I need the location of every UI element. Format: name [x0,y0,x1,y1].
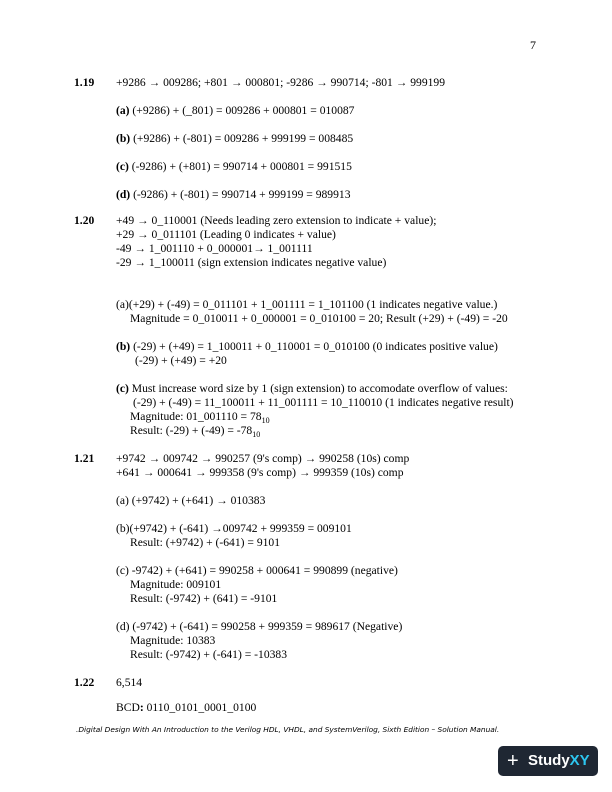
part-text: (+9286) + (_801) = 009286 + 000801 = 010087 [129,104,355,117]
magnitude-text: Magnitude: 01_001110 = 78 [130,410,262,423]
part-text: Must increase word size by 1 (sign extension) to accomodate overflow of values: [128,382,508,395]
problem-number-1-21: 1.21 [74,452,95,465]
problem-1-20-b-line-1 [116,340,498,354]
part-text: (+9286) + (-801) = 009286 + 999199 = 008485 [130,132,354,145]
result-text: Result: (-29) + (-49) = -78 [130,424,253,437]
problem-1-20-line-3: -49 → 1_001110 + 0_000001→ 1_001111 [116,242,313,255]
problem-1-20-c-line-3 [130,410,270,424]
problem-1-19-a [116,104,354,118]
problem-1-21-d-line-1: (d) (-9742) + (-641) = 990258 + 999359 = 989617 (Negative) [116,620,403,633]
problem-1-20-a-line-1: (a)(+29) + (-49) = 0_011101 + 1_001111 = 1_101100 (1 indicates negative value.) [116,298,498,311]
part-label: (d) [116,188,131,201]
problem-1-21-c-line-1: (c) -9742) + (+641) = 990258 + 000641 = 990899 (negative) [116,564,398,577]
problem-1-20-c-line-4 [130,424,260,438]
problem-1-21-c-line-2: Magnitude: 009101 [130,578,222,591]
problem-1-20-line-4: -29 → 1_100011 (sign extension indicates negative value) [116,256,387,269]
bcd-label: BCD [116,701,140,714]
problem-1-20-line-2: +29 → 0_011101 (Leading 0 indicates + value) [116,228,336,241]
logo-name-main: Study [528,752,570,769]
part-text: (-29) + (+49) = 1_100011 + 0_110001 = 0_010100 (0 indicates positive value) [130,340,498,353]
problem-number-1-22: 1.22 [74,676,95,689]
plus-icon: + [507,750,519,772]
problem-1-21-line-1: +9742 → 009742 → 990257 (9's comp) → 990258 (10s) comp [116,452,410,465]
problem-1-19-b [116,132,353,146]
problem-number-1-19: 1.19 [74,76,95,89]
problem-number-1-20: 1.20 [74,214,95,227]
problem-1-21-b-line-1: (b)(+9742) + (-641) →009742 + 999359 = 009101 [116,522,352,535]
logo-wordmark [528,746,590,776]
problem-1-22-bcd [116,701,256,715]
part-label: (c) [116,382,129,395]
problem-1-21-d-line-3: Result: (-9742) + (-641) = -10383 [130,648,288,661]
base-subscript: 10 [261,416,270,425]
part-text: (-9286) + (-801) = 990714 + 999199 = 989913 [130,188,351,201]
problem-1-20-c-line-1 [116,382,508,396]
page-number: 7 [530,38,536,52]
problem-1-20-c-line-2: (-29) + (-49) = 11_100011 + 11_001111 = 10_110010 (1 indicates negative result) [133,396,514,409]
bcd-colon: : [139,701,144,714]
bcd-value: 0110_0101_0001_0100 [143,701,257,714]
part-label: (b) [116,132,131,145]
problem-1-21-b-line-2: Result: (+9742) + (-641) = 9101 [130,536,281,549]
problem-1-20-a-line-2: Magnitude = 0_010011 + 0_000001 = 0_010100 = 20; Result (+29) + (-49) = -20 [130,312,508,325]
problem-1-19-statement: +9286 → 009286; +801 → 000801; -9286 → 990714; -801 → 999199 [116,76,446,89]
problem-1-19-c [116,160,352,174]
problem-1-22-line-1: 6,514 [116,676,143,689]
problem-1-21-d-line-2: Magnitude: 10383 [130,634,216,647]
problem-1-21-c-line-3: Result: (-9742) + (641) = -9101 [130,592,278,605]
problem-1-19-d [116,188,351,202]
logo-name-accent: XY [569,752,590,769]
base-subscript: 10 [252,430,261,439]
footer-citation: .Digital Design With An Introduction to the Verilog HDL, VHDL, and SystemVerilog, Sixth Edition – Solution Manual. [76,725,500,734]
problem-1-20-b-line-2: (-29) + (+49) = +20 [135,354,227,367]
part-label: (b) [116,340,131,353]
part-text: (-9286) + (+801) = 990714 + 000801 = 991515 [128,160,352,173]
studyxy-logo [498,746,598,776]
problem-1-20-line-1: +49 → 0_110001 (Needs leading zero extension to indicate + value); [116,214,437,227]
part-label: (c) [116,160,129,173]
problem-1-21-line-2: +641 → 000641 → 999358 (9's comp) → 999359 (10s) comp [116,466,404,479]
problem-1-21-a: (a) (+9742) + (+641) → 010383 [116,494,266,507]
part-label: (a) [116,104,130,117]
